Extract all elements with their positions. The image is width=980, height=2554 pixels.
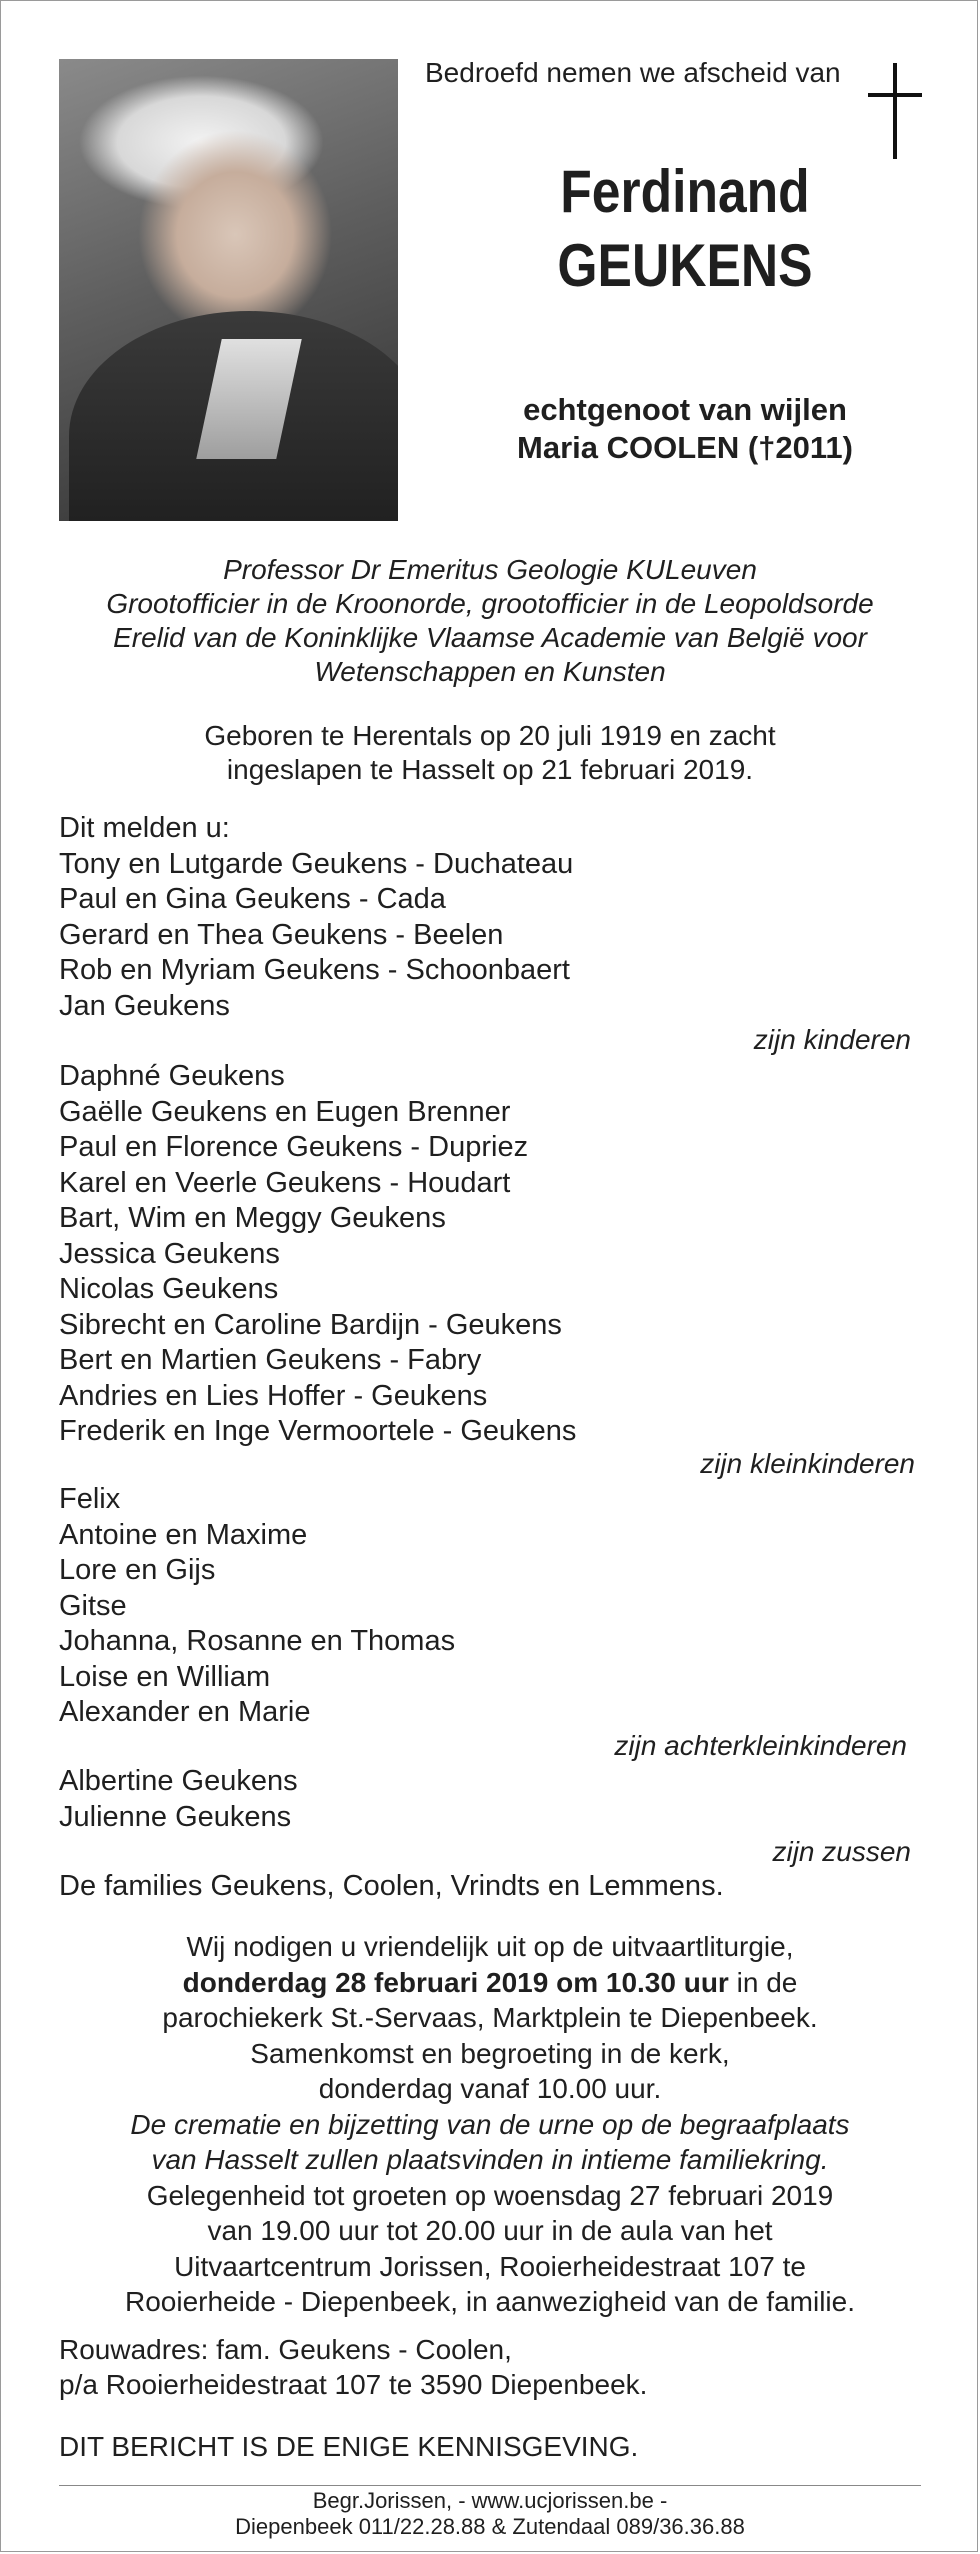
funeral-line: Samenkomst en begroeting in de kerk, [250,2037,730,2069]
list-item: Johanna, Rosanne en Thomas [59,1625,456,1657]
list-item: Paul en Florence Geukens - Dupriez [59,1131,529,1163]
portrait-photo [59,59,398,521]
notice-text: DIT BERICHT IS DE ENIGE KENNISGEVING. [59,2431,639,2462]
footer-line: Diepenbeek 011/22.28.88 & Zutendaal 089/36.36.88 [235,2514,745,2539]
funeral-line: Uitvaartcentrum Jorissen, Rooierheidestraat 107 te [174,2250,806,2282]
list-item: Albertine Geukens [59,1765,298,1797]
funeral-line: Rooierheide - Diepenbeek, in aanwezigheid van de familie. [124,2286,855,2317]
born-line: ingeslapen te Hasselt op 21 februari 2019. [226,754,754,785]
list-item: Bart, Wim en Meggy Geukens [59,1202,446,1234]
address-line: p/a Rooierheidestraat 107 te 3590 Diepenbeek. [59,2369,648,2400]
families-text: De families Geukens, Coolen, Vrindts en Lemmens. [59,1870,724,1902]
spouse-name: Maria COOLEN (†2011) [517,430,853,465]
title-line: Grootofficier in de Kroonorde, grootofficier in de Leopoldsorde [106,588,874,619]
list-item: Gaëlle Geukens en Eugen Brenner [59,1095,511,1128]
title-line: Erelid van de Koninklijke Vlaamse Academie van België voor [113,622,867,653]
funeral-date-line [31,1965,949,2001]
grandchildren-label: zijn kleinkinderen [700,1448,915,1479]
deceased-name [461,155,908,303]
list-item: Frederik en Inge Vermoortele - Geukens [59,1415,577,1447]
birth-death-info [31,719,949,787]
great-grandchildren-list [59,1482,919,1731]
address-line: Rouwadres: fam. Geukens - Coolen, [59,2334,512,2365]
list-item: Loise en William [59,1660,271,1693]
list-item: Antoine en Maxime [59,1518,308,1551]
funeral-line: parochiekerk St.-Servaas, Marktplein te Diepenbeek. [162,2002,818,2033]
announce-text: Dit melden u: [59,812,230,844]
funeral-details [31,1929,949,2320]
list-item: Alexander en Marie [59,1696,311,1728]
footer [31,2488,949,2540]
list-item: Gerard en Thea Geukens - Beelen [59,918,504,951]
spouse-line: echtgenoot van wijlen [523,392,847,427]
title-line: Professor Dr Emeritus Geologie KULeuven [223,554,757,585]
title-line: Wetenschappen en Kunsten [314,656,666,687]
funeral-date: donderdag 28 februari 2019 om 10.30 uur [182,1966,729,1998]
list-item: Karel en Veerle Geukens - Houdart [59,1166,511,1199]
list-item: Jessica Geukens [59,1237,280,1270]
first-name: Ferdinand [560,158,810,225]
sisters-list [59,1764,919,1835]
list-item: Julienne Geukens [59,1800,292,1833]
honorary-titles [31,553,949,689]
list-item: Bert en Martien Geukens - Fabry [59,1344,482,1376]
list-item: Jan Geukens [59,989,230,1022]
list-item: Andries en Lies Hoffer - Geukens [59,1379,488,1412]
funeral-line: donderdag vanaf 10.00 uur. [318,2073,662,2104]
children-label: zijn kinderen [753,1024,911,1055]
cross-icon [868,63,922,159]
mourning-address [59,2332,919,2402]
list-item: Lore en Gijs [59,1554,216,1586]
children-list [59,811,919,1024]
cremation-line: De crematie en bijzetting van de urne op de begraafplaats [130,2108,850,2140]
footer-line: Begr.Jorissen, - www.ucjorissen.be - [312,2488,668,2513]
cremation-line: van Hasselt zullen plaatsvinden in intieme familiekring. [151,2144,829,2175]
funeral-line: Gelegenheid tot groeten op woensdag 27 februari 2019 [146,2179,834,2211]
sisters-label: zijn zussen [772,1836,911,1867]
list-item: Rob en Myriam Geukens - Schoonbaert [59,954,570,986]
list-item: Gitse [59,1589,127,1622]
intro-text: Bedroefd nemen we afscheid van [425,57,841,88]
footer-divider [59,2485,921,2486]
great-grandchildren-label: zijn achterkleinkinderen [614,1730,907,1761]
last-name: GEUKENS [557,232,813,299]
born-line: Geboren te Herentals op 20 juli 1919 en zacht [204,720,776,751]
list-item: Tony en Lutgarde Geukens - Duchateau [59,847,574,880]
funeral-line-rest: in de [728,1966,798,1998]
list-item: Felix [59,1483,121,1515]
grandchildren-list [59,1059,919,1450]
funeral-line: van 19.00 uur tot 20.00 uur in de aula van het [207,2215,773,2246]
funeral-line: Wij nodigen u vriendelijk uit op de uitvaartliturgie, [186,1931,794,1962]
list-item: Nicolas Geukens [59,1273,279,1305]
list-item: Daphné Geukens [59,1060,285,1092]
list-item: Paul en Gina Geukens - Cada [59,883,446,915]
list-item: Sibrecht en Caroline Bardijn - Geukens [59,1308,562,1341]
spouse-info [425,391,945,467]
